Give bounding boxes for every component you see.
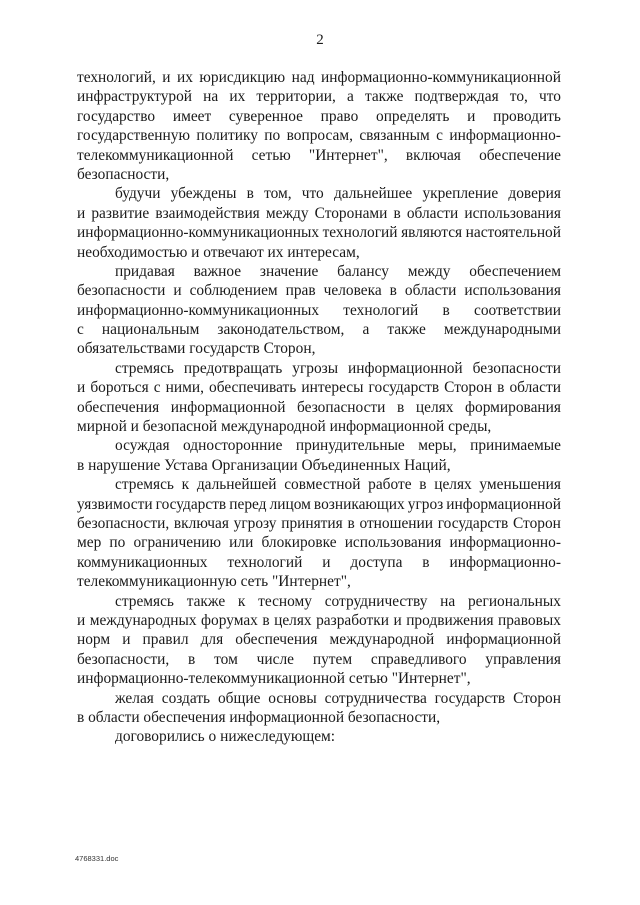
paragraph — [77, 436, 561, 475]
text-line: мирной и безопасной международной информационной среды, — [77, 418, 492, 436]
text-line: информационно-телекоммуникационной сетью "Интернет", — [77, 670, 471, 688]
paragraph — [77, 359, 561, 437]
text-line: безопасности, в том числе путем справедливого управления — [77, 650, 561, 668]
text-line: уязвимости государств перед лицом возникающих угроз информационной — [77, 495, 561, 513]
text-line: и бороться с ними, обеспечивать интересы государств Сторон в области — [77, 379, 561, 397]
text-line: обязательствами государств Сторон, — [77, 340, 316, 358]
text-line: телекоммуникационной сетью "Интернет", включая обеспечение — [77, 146, 561, 164]
text-line: стремясь также к тесному сотрудничеству на региональных — [115, 592, 561, 610]
page-number: 2 — [316, 32, 324, 48]
text-line: технологий, и их юрисдикцию над информационно-коммуникационной — [77, 69, 561, 86]
paragraph — [77, 68, 561, 184]
text-line: информационно-коммуникационных технологий в соответствии — [77, 301, 561, 319]
text-line: безопасности, — [77, 165, 170, 183]
paragraph — [77, 262, 561, 359]
text-line: коммуникационных технологий и доступа в информационно- — [77, 553, 561, 571]
text-line: информационно-коммуникационных технологий являются настоятельной — [77, 224, 561, 242]
document-body — [77, 68, 561, 747]
text-line: с национальным законодательством, а также международными — [77, 321, 561, 339]
text-line: государственную политику по вопросам, связанным с информационно- — [77, 127, 561, 145]
text-line: инфраструктурой на их территории, а также подтверждая то, что — [77, 88, 561, 106]
text-line: норм и правил для обеспечения международной информационной — [77, 631, 561, 649]
text-line: осуждая односторонние принудительные меры, принимаемые — [115, 437, 561, 455]
text-line: желая создать общие основы сотрудничества государств Сторон — [115, 689, 561, 707]
text-line: необходимостью и отвечают их интересам, — [77, 243, 360, 261]
text-line: обеспечения информационной безопасности в целях формирования — [77, 398, 561, 416]
paragraph — [77, 184, 561, 262]
text-line: безопасности, включая угрозу принятия в отношении государств Сторон — [77, 514, 561, 532]
text-line: и международных форумах в целях разработки и продвижения правовых — [77, 611, 561, 629]
paragraph — [77, 475, 561, 591]
paragraph — [77, 689, 561, 728]
text-line: мер по ограничению или блокировке использования информационно- — [77, 534, 561, 552]
text-line: безопасности и соблюдением прав человека в области использования — [77, 282, 561, 300]
text-line: в области обеспечения информационной безопасности, — [77, 708, 441, 726]
text-line: государство имеет суверенное право определять и проводить — [77, 107, 561, 125]
text-line: в нарушение Устава Организации Объединенных Наций, — [77, 456, 451, 474]
text-line: и развитие взаимодействия между Сторонами в области использования — [77, 204, 561, 222]
text-line: будучи убеждены в том, что дальнейшее укрепление доверия — [115, 185, 561, 203]
text-line: стремясь предотвращать угрозы информационной безопасности — [115, 359, 561, 377]
text-line: телекоммуникационную сеть "Интернет", — [77, 573, 351, 591]
paragraph — [77, 592, 561, 689]
text-line: придавая важное значение балансу между обеспечением — [115, 262, 561, 280]
paragraph — [77, 727, 561, 746]
file-name-footer: 4768331.doc — [75, 854, 119, 863]
text-line: договорились о нижеследующем: — [115, 728, 336, 746]
text-line: стремясь к дальнейшей совместной работе в целях уменьшения — [115, 476, 561, 494]
